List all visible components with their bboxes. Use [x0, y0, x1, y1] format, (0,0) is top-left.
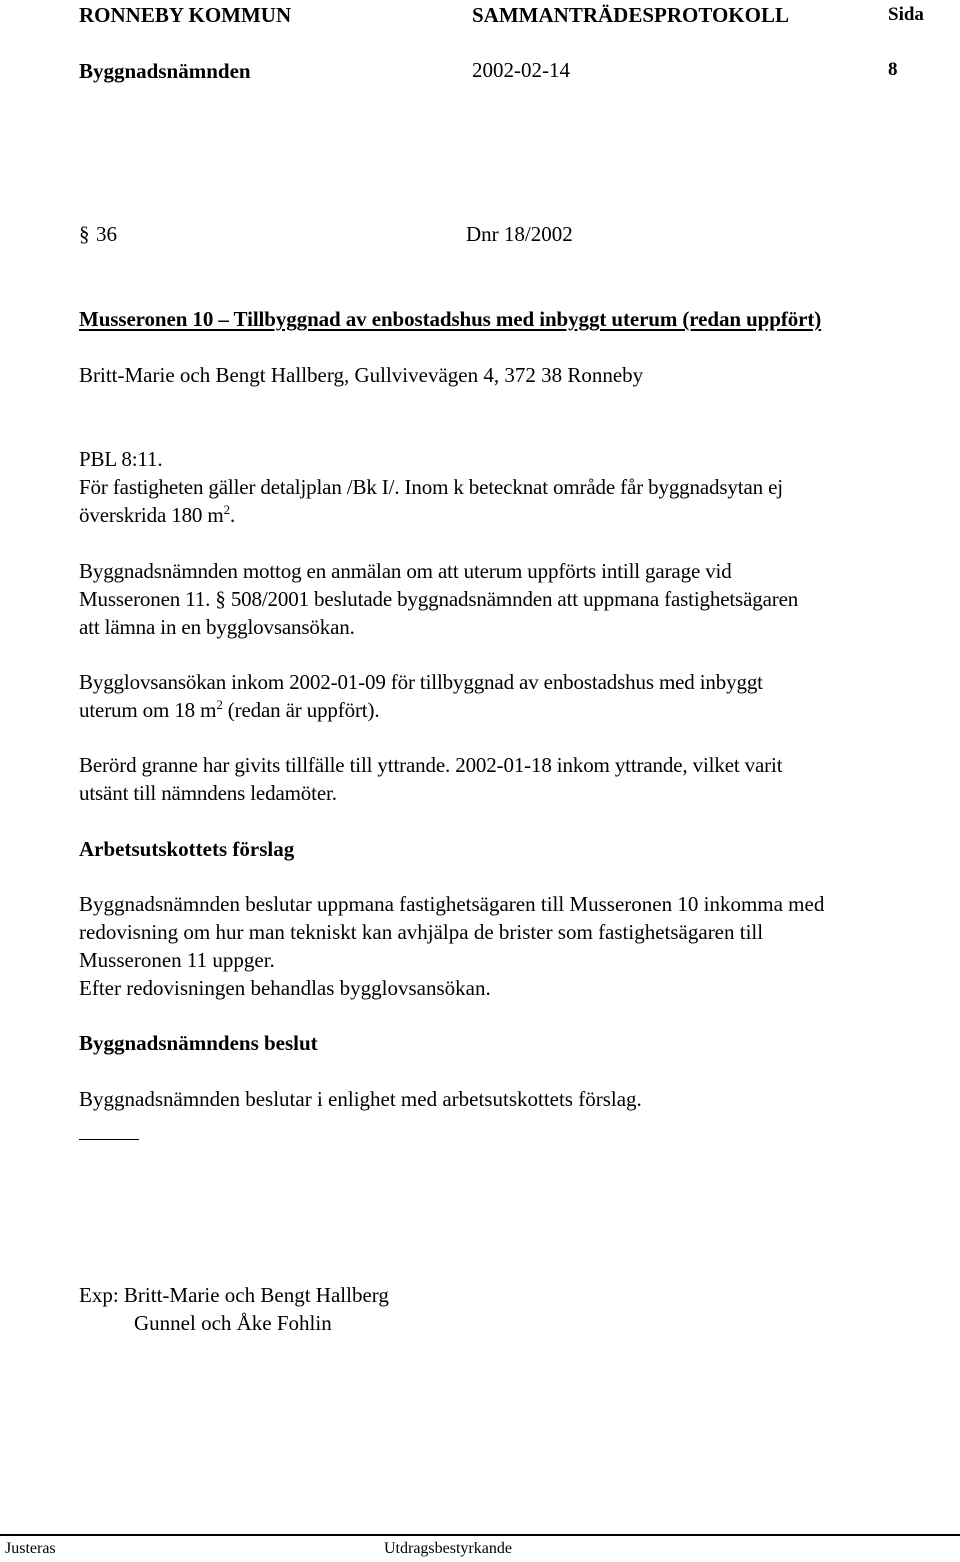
case-title: Musseronen 10 – Tillbyggnad av enbostadshus med inbyggt uterum (redan uppfört) — [79, 307, 822, 331]
paragraph-2-line-2: uterum om 18 $m^2$ (redan är uppfört). — [79, 697, 380, 722]
paragraph-2-line-1: Bygglovsansökan inkom 2002-01-09 för tillbyggnad av enbostadshus med inbyggt — [79, 670, 763, 694]
proposal-line-2: redovisning om hur man tekniskt kan avhjälpa de brister som fastighetsägaren till — [79, 920, 764, 944]
expedition-line-1: Exp: Britt-Marie och Bengt Hallberg — [79, 1283, 389, 1307]
applicant-line: Britt-Marie och Bengt Hallberg, Gullvivevägen 4, 372 38 Ronneby — [79, 363, 644, 387]
paragraph-1-line-1: Byggnadsnämnden mottog en anmälan om att uterum uppförts intill garage vid — [79, 559, 732, 583]
footer-justeras: Justeras — [5, 1540, 56, 1557]
paragraph-3-line-2: utsänt till nämndens ledamöter. — [79, 781, 337, 805]
meeting-date: 2002-02-14 — [472, 58, 570, 82]
committee-name: Byggnadsnämnden — [79, 59, 251, 83]
plan-text-line-2: överskrida 180 $m^2$. — [79, 502, 236, 527]
section-symbol: § — [79, 222, 90, 246]
page-number: 8 — [888, 59, 898, 80]
proposal-heading: Arbetsutskottets förslag — [79, 837, 295, 861]
page-label: Sida — [888, 4, 924, 25]
decision-heading: Byggnadsnämndens beslut — [79, 1031, 318, 1055]
decision-text: Byggnadsnämnden beslutar i enlighet med arbetsutskottets förslag. — [79, 1087, 642, 1111]
diary-number: Dnr 18/2002 — [466, 222, 573, 246]
pbl-reference: PBL 8:11. — [79, 447, 163, 471]
paragraph-3-line-1: Berörd granne har givits tillfälle till yttrande. 2002-01-18 inkom yttrande, vilket varit — [79, 753, 783, 777]
footer-rule — [0, 1534, 960, 1536]
paragraph-1-line-2: Musseronen 11. § 508/2001 beslutade byggnadsnämnden att uppmana fastighetsägaren — [79, 587, 799, 611]
proposal-line-1: Byggnadsnämnden beslutar uppmana fastighetsägaren till Musseronen 10 inkomma med — [79, 892, 825, 916]
plan-text-line-1: För fastigheten gäller detaljplan /Bk I/. Inom k betecknat område får byggnadsytan ej — [79, 475, 783, 499]
org-name: RONNEBY KOMMUN — [79, 3, 292, 27]
proposal-line-4: Efter redovisningen behandlas bygglovsansökan. — [79, 976, 491, 1000]
paragraph-1-line-3: att lämna in en bygglovsansökan. — [79, 615, 355, 639]
section-number: 36 — [96, 222, 117, 246]
expedition-line-2: Gunnel och Åke Fohlin — [134, 1311, 332, 1335]
proposal-line-3: Musseronen 11 uppger. — [79, 948, 275, 972]
document-type: SAMMANTRÄDESPROTOKOLL — [472, 3, 789, 27]
section-end-rule — [79, 1139, 139, 1140]
footer-utdragsbestyrkande: Utdragsbestyrkande — [384, 1540, 512, 1557]
